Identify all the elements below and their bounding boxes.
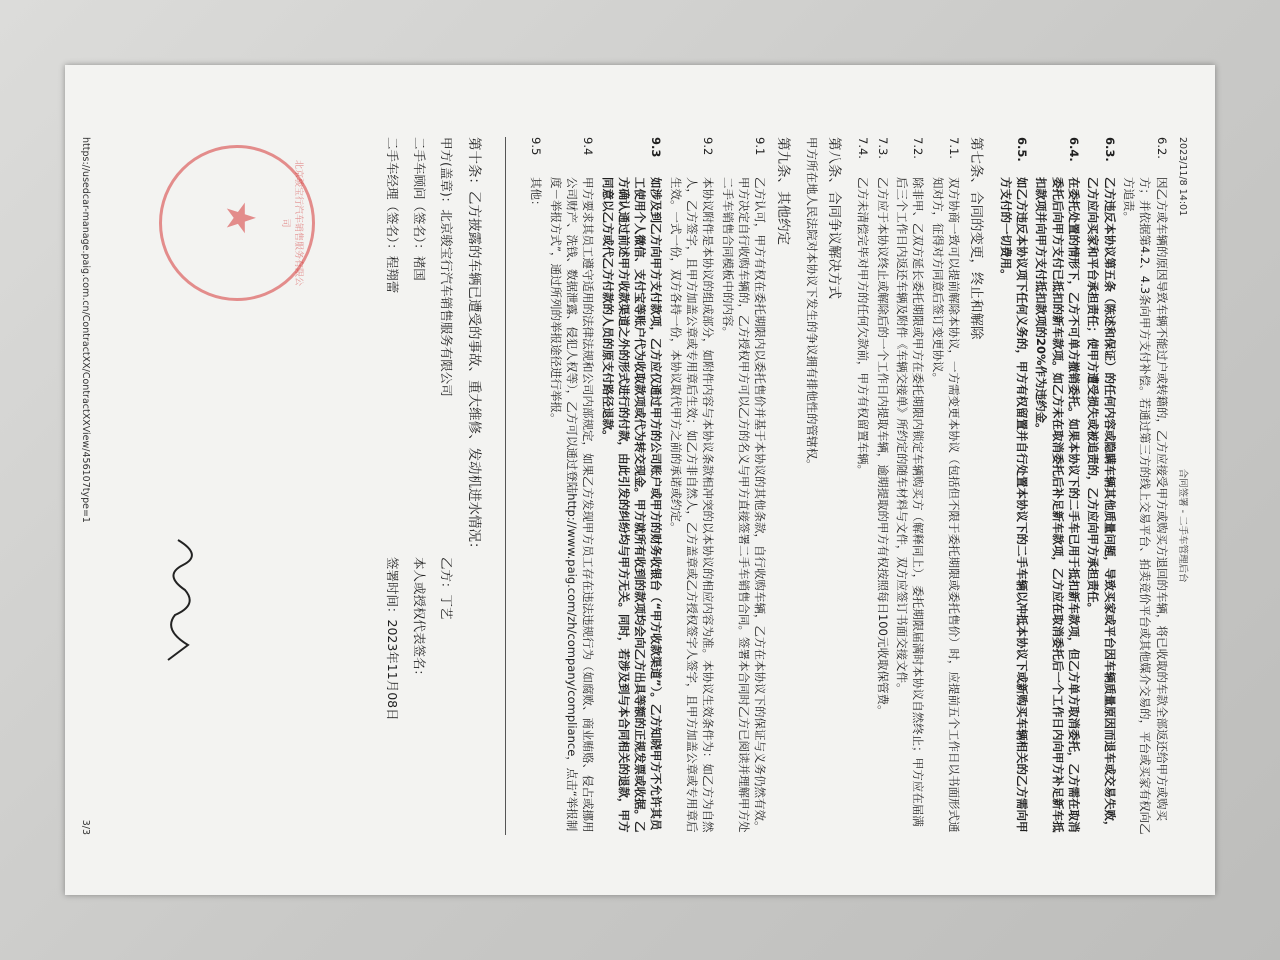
clause-7-2: 7.2. 除非甲、乙双方延长委托期限或甲方在委托期限内锁定车辆购买方（解释同上），委托期限届满时本协议自然终止；甲方应在届满后三个工作日内返还车辆及附件《车辆交接单》所约定的随车材料与文件，双方应签订书面交接文件。 bbox=[895, 137, 926, 827]
header-title: 合同签署 - 二手车管理后台 bbox=[1177, 468, 1188, 583]
clause-9-1: 9.1 乙方认可，甲方有权在委托期限内以委托售价并基于本协议的其他条款，自行收购车辆，乙方在本协议下的保证与义务仍然有效。甲方决定自行收购车辆的，乙方授权甲方可以乙方的名义与甲方直接签署二手车销售合同。签署本合同时乙方已阅读并理解甲方处二手车销售合同模板中的内容。 bbox=[720, 137, 768, 833]
header-datetime: 2023/11/8 14:01 bbox=[1177, 137, 1188, 217]
company-seal bbox=[159, 145, 315, 301]
consultant-line: 二手车顾问（签名）：褚国 bbox=[411, 137, 427, 281]
clause-9-4: 9.4 甲方要求其员工遵守适用的法律法规和公司内部规定，如果乙方发现甲方员工存在违法违规行为（如腐败、商业贿赂、侵占或挪用公司财产、洗钱、数据泄露、侵犯人权等），乙方可以通过登陆http://www.paig.com/zh/company/compliance，点击“举报制度－举报方式”，通过所列的举报途径进行举报。 bbox=[548, 137, 596, 833]
clause-7-3: 7.3. 乙方应于本协议终止或解除后的一个工作日内提取车辆，逾期提取的甲方有权按照每日100元收取保管费。 bbox=[875, 137, 890, 717]
page-footer bbox=[79, 137, 92, 835]
manager-line: 二手车经理（签名）：程翔蕾 bbox=[385, 137, 401, 294]
page-header bbox=[1176, 137, 1189, 835]
section-8-text: 甲方所在地人民法院对本协议下发生的争议拥有排他性的管辖权。 bbox=[804, 137, 819, 471]
representative-line: 本人或授权代表签名： bbox=[411, 557, 427, 683]
footer-url: https://usedcar-manage.paig.com.cn/ContractXX/ContractXXView/456107type=1 bbox=[80, 137, 92, 523]
clause-9-5: 9.5 其他： bbox=[529, 137, 544, 212]
party-a-line: 甲方(盖章)：北京骏宝行汽车销售服务有限公司 bbox=[438, 137, 454, 397]
clause-9-2: 9.2 本协议附件是本协议的组成部分，如附件内容与本协议条款相冲突的以本协议的相应内容为准。本协议生效条件为：如乙方为自然人，乙方签字，且甲方加盖公章或专用章后生效；如乙方非自然人，乙方盖章或乙方授权签字人签字，且甲方加盖公章或专用章后生效。一式一份，双方各持一份，本协议取代甲方之前的承诺或约定。 bbox=[668, 137, 716, 833]
clause-6-2: 6.2. 因乙方或车辆的原因导致车辆不能过户或转籍的，乙方应接受甲方或购买方退回的车辆，将已收取的车款全部返还给甲方或购买方；并依据第4.2、4.3条向甲方支付补偿。若通过第三方的线上交易平台、拍卖竞价平台或其他媒介交易的，平台或买家有权向乙方追责。 bbox=[1121, 137, 1169, 835]
section-10-title: 第十条：乙方披露的车辆已遭受的事故、重大维修、发动机进水情况： bbox=[465, 137, 482, 556]
contract-page bbox=[65, 65, 1215, 895]
clause-6-3: 6.3. 乙方违反本协议第五条（陈述和保证）的任何内容或隐瞒车辆其他质量问题，导致买家或平台因车辆质量原因而退车或交易失败，乙方应向买家和平台承担责任；使甲方遭受损失或被追责的，乙方应向甲方承担责任。 bbox=[1086, 137, 1117, 833]
clause-6-4: 6.4. 在委托处置的情形下，乙方不可单方撤销委托。如果本协议下的二手车已用于抵扣新车款项，但乙方单方取消委托，乙方需在取消委托后向甲方支付已抵扣的新车款项。如乙方未在取消委托后补足新车款项，乙方应在取消委托后一个工作日内向甲方补足新车抵扣款项并向甲方支付抵扣款项的20%作为违约金。 bbox=[1034, 137, 1081, 833]
clauses-6 bbox=[997, 137, 1169, 835]
footer-page: 3/3 bbox=[80, 819, 92, 835]
sign-time-line: 签署时间：2023年11月08日 bbox=[385, 557, 401, 721]
section-7-title: 第七条、合同的变更，终止和解除 bbox=[968, 137, 985, 340]
seal-star-icon: ★ bbox=[217, 200, 263, 236]
clauses-9 bbox=[528, 137, 769, 835]
clause-9-3: 9.3 如涉及到乙方向甲方支付款项，乙方应仅通过甲方的公司账户或甲方的财务收银台（“甲方收款渠道”）。乙方知晓甲方不允许其员工使用个人微信、支付宝等账户代为收取款项或代为转交现金。甲方就所有收到的款项均会向乙方出具等额的正规发票或收据。乙方确认通过前述甲方收款渠道之外的形式进行的付款，由此引发的纠纷均与甲方无关。同时，若涉及到与本合同相关的退款，甲方同意以乙方或代乙方付款的人员的原支付路径退款。 bbox=[600, 137, 664, 833]
section-9-title: 第九条、其他约定 bbox=[774, 137, 791, 245]
clauses-7 bbox=[855, 137, 962, 835]
section-8-title: 第八条、合同争议解决方式 bbox=[826, 137, 843, 299]
signature-block bbox=[383, 137, 505, 835]
clause-7-1: 7.1. 双方协商一致可以提前解除本协议，一方需变更本协议（包括但不限于委托期限或委托售价）时，应提前五个工作日以书面形式通知对方，征得对方同意后签订变更协议。 bbox=[930, 137, 962, 833]
handwritten-signature bbox=[153, 535, 213, 665]
clause-6-5: 6.5. 如乙方违反本协议项下任何义务的，甲方有权留置并自行处置本协议下的二手车辆以冲抵本协议下或新购买车辆相关的乙方需向甲方支付的一切费用。 bbox=[998, 137, 1029, 833]
seal-text: 北京骏宝行汽车销售服务有限公司 bbox=[280, 160, 303, 287]
party-b-line: 乙方：丁艺 bbox=[438, 557, 454, 620]
clause-7-4: 7.4. 乙方未清偿完毕对甲方的任何欠款前，甲方有权留置车辆。 bbox=[856, 137, 871, 476]
